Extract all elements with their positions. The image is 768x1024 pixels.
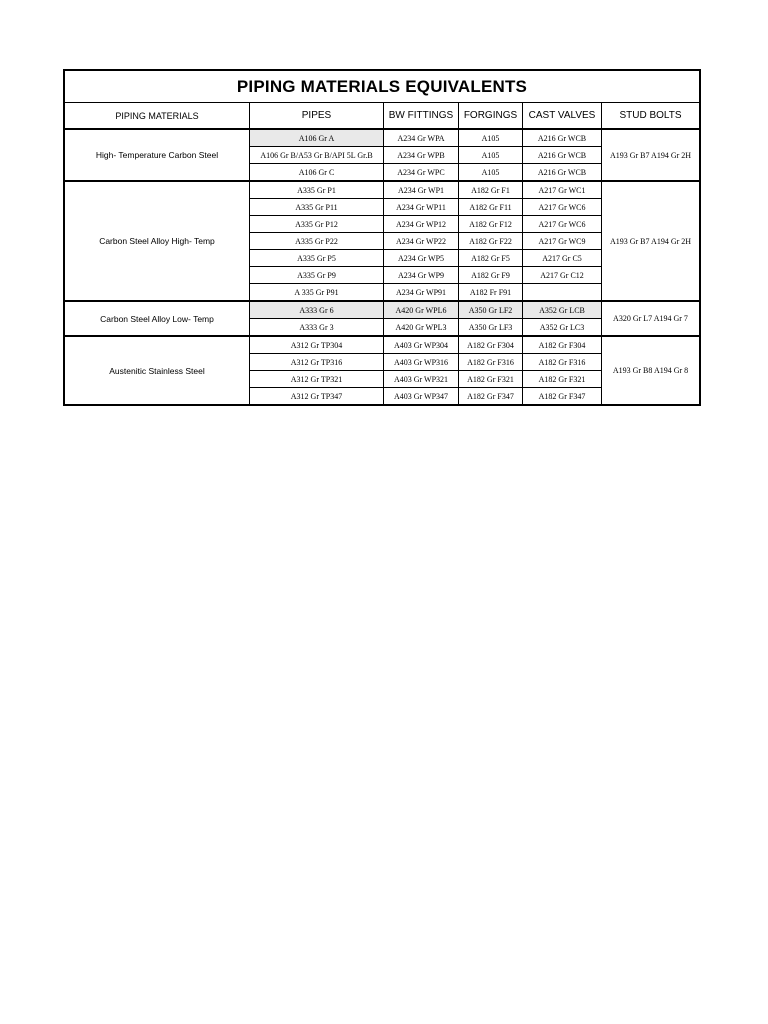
bw-fitting-cell: A420 Gr WPL6 <box>384 301 459 319</box>
cast-valve-cell: A216 Gr WCB <box>523 129 602 147</box>
table-row <box>65 129 700 147</box>
forging-cell: A182 Gr F5 <box>459 250 523 267</box>
pipe-cell: A106 Gr A <box>250 129 384 147</box>
cast-valve-cell: A216 Gr WCB <box>523 164 602 182</box>
pipe-cell: A106 Gr B/A53 Gr B/API 5L Gr.B <box>250 147 384 164</box>
table-row <box>65 301 700 319</box>
bw-fitting-cell: A420 Gr WPL3 <box>384 319 459 337</box>
forging-cell: A350 Gr LF2 <box>459 301 523 319</box>
materials-table <box>64 70 700 405</box>
forging-cell: A182 Fr F91 <box>459 284 523 302</box>
bw-fitting-cell: A234 Gr WPA <box>384 129 459 147</box>
pipe-cell: A333 Gr 6 <box>250 301 384 319</box>
table-row <box>65 181 700 199</box>
table-title: PIPING MATERIALS EQUIVALENTS <box>65 71 700 103</box>
bw-fitting-cell: A234 Gr WP5 <box>384 250 459 267</box>
bw-fitting-cell: A403 Gr WP316 <box>384 354 459 371</box>
cast-valve-cell: A352 Gr LCB <box>523 301 602 319</box>
cast-valve-cell: A217 Gr WC9 <box>523 233 602 250</box>
pipe-cell: A335 Gr P1 <box>250 181 384 199</box>
stud-bolts-cell: A193 Gr B7 A194 Gr 2H <box>602 129 700 181</box>
forging-cell: A182 Gr F347 <box>459 388 523 405</box>
header-cast-valves: CAST VALVES <box>523 103 602 130</box>
bw-fitting-cell: A234 Gr WPB <box>384 147 459 164</box>
stud-bolts-cell: A320 Gr L7 A194 Gr 7 <box>602 301 700 336</box>
bw-fitting-cell: A403 Gr WP304 <box>384 336 459 354</box>
group-name-high-temp-carbon: High- Temperature Carbon Steel <box>65 129 250 181</box>
pipe-cell: A312 Gr TP316 <box>250 354 384 371</box>
header-stud-bolts: STUD BOLTS <box>602 103 700 130</box>
forging-cell: A105 <box>459 129 523 147</box>
cast-valve-cell: A182 Gr F321 <box>523 371 602 388</box>
table-row <box>65 336 700 354</box>
forging-cell: A105 <box>459 164 523 182</box>
group-name-alloy-low-temp: Carbon Steel Alloy Low- Temp <box>65 301 250 336</box>
pipe-cell: A312 Gr TP347 <box>250 388 384 405</box>
table-body <box>65 129 700 405</box>
pipe-cell: A335 Gr P9 <box>250 267 384 284</box>
group-name-austenitic-stainless: Austenitic Stainless Steel <box>65 336 250 405</box>
group-name-alloy-high-temp: Carbon Steel Alloy High- Temp <box>65 181 250 301</box>
header-pipes: PIPES <box>250 103 384 130</box>
bw-fitting-cell: A234 Gr WP9 <box>384 267 459 284</box>
bw-fitting-cell: A234 Gr WP11 <box>384 199 459 216</box>
stud-bolts-cell: A193 Gr B8 A194 Gr 8 <box>602 336 700 405</box>
forging-cell: A182 Gr F1 <box>459 181 523 199</box>
bw-fitting-cell: A403 Gr WP347 <box>384 388 459 405</box>
forging-cell: A182 Gr F304 <box>459 336 523 354</box>
stud-bolts-cell: A193 Gr B7 A194 Gr 2H <box>602 181 700 301</box>
pipe-cell: A312 Gr TP321 <box>250 371 384 388</box>
cast-valve-cell: A217 Gr C5 <box>523 250 602 267</box>
forging-cell: A182 Gr F12 <box>459 216 523 233</box>
header-bw-fittings: BW FITTINGS <box>384 103 459 130</box>
forging-cell: A182 Gr F316 <box>459 354 523 371</box>
pipe-cell: A106 Gr C <box>250 164 384 182</box>
header-piping-materials: PIPING MATERIALS <box>65 103 250 130</box>
cast-valve-cell: A182 Gr F347 <box>523 388 602 405</box>
bw-fitting-cell: A234 Gr WP1 <box>384 181 459 199</box>
cast-valve-cell: A352 Gr LC3 <box>523 319 602 337</box>
bw-fitting-cell: A234 Gr WP22 <box>384 233 459 250</box>
bw-fitting-cell: A234 Gr WP12 <box>384 216 459 233</box>
cast-valve-cell: A217 Gr WC1 <box>523 181 602 199</box>
header-forgings: FORGINGS <box>459 103 523 130</box>
materials-table-container <box>63 69 701 406</box>
bw-fitting-cell: A234 Gr WPC <box>384 164 459 182</box>
header-row <box>65 103 700 130</box>
cast-valve-cell: A216 Gr WCB <box>523 147 602 164</box>
pipe-cell: A335 Gr P5 <box>250 250 384 267</box>
cast-valve-cell: A217 Gr WC6 <box>523 216 602 233</box>
pipe-cell: A335 Gr P11 <box>250 199 384 216</box>
cast-valve-cell: A217 Gr C12 <box>523 267 602 284</box>
pipe-cell: A 335 Gr P91 <box>250 284 384 302</box>
forging-cell: A182 Gr F11 <box>459 199 523 216</box>
pipe-cell: A333 Gr 3 <box>250 319 384 337</box>
cast-valve-cell: A182 Gr F304 <box>523 336 602 354</box>
bw-fitting-cell: A234 Gr WP91 <box>384 284 459 302</box>
pipe-cell: A312 Gr TP304 <box>250 336 384 354</box>
forging-cell: A105 <box>459 147 523 164</box>
forging-cell: A182 Gr F22 <box>459 233 523 250</box>
cast-valve-cell: A182 Gr F316 <box>523 354 602 371</box>
forging-cell: A182 Gr F321 <box>459 371 523 388</box>
cast-valve-cell <box>523 284 602 302</box>
pipe-cell: A335 Gr P12 <box>250 216 384 233</box>
bw-fitting-cell: A403 Gr WP321 <box>384 371 459 388</box>
cast-valve-cell: A217 Gr WC6 <box>523 199 602 216</box>
forging-cell: A350 Gr LF3 <box>459 319 523 337</box>
forging-cell: A182 Gr F9 <box>459 267 523 284</box>
pipe-cell: A335 Gr P22 <box>250 233 384 250</box>
